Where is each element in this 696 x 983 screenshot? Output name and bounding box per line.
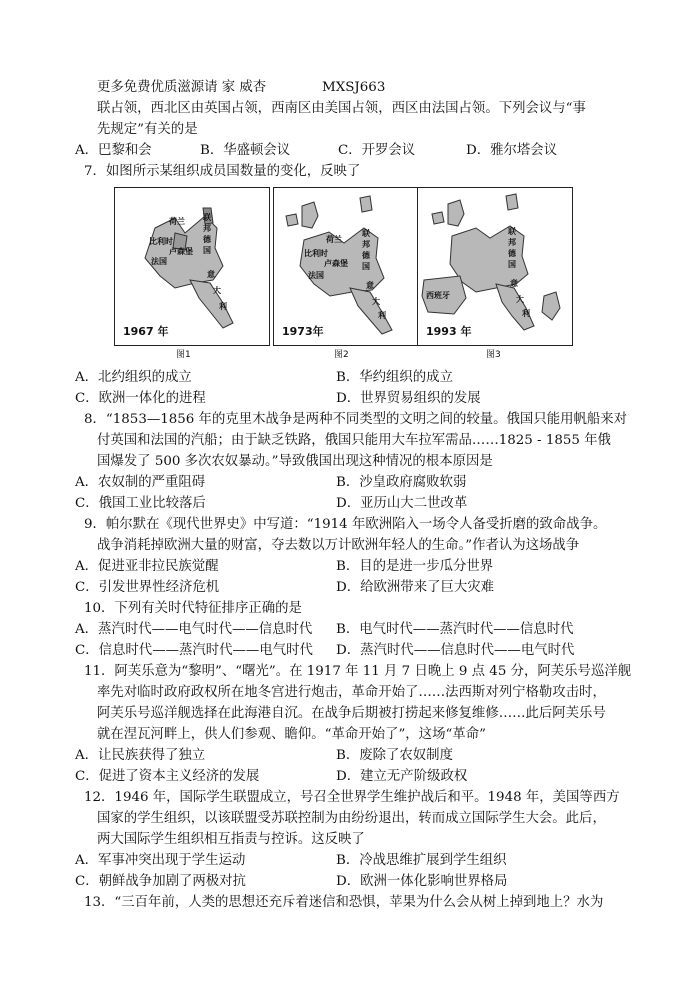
q9-line-2: 战争消耗掉欧洲大量的财富，夺去数以万计欧洲年轻人的生命。”作者认为这场战争 (97, 538, 580, 553)
q11-line-4: 就在涅瓦河畔上，供人们参观、瞻仰。“革命开始了”，这场“革命” (97, 727, 486, 742)
q11-option-a: A．让民族获得了独立 (75, 748, 206, 763)
map-1993-label-de2: 邦 (508, 238, 516, 247)
q12-option-b: B．冷战思维扩展到学生组织 (336, 853, 507, 868)
map-1973-label-luxembourg: 卢森堡 (324, 259, 348, 268)
map-1973-label-de4: 国 (362, 262, 370, 271)
q9-option-d: D．给欧洲带来了巨大灾难 (336, 580, 495, 595)
map-1973-year: 1973年 (282, 325, 324, 338)
q11-line-2: 率先对临时政府政权所在地冬宫进行炮击，革命开始了……法西斯对列宁格勒攻击时， (97, 685, 606, 700)
map-1967 (114, 187, 270, 346)
q11-line-3: 阿芙乐号巡洋舰选择在此海港自沉。在战争后期被打捞起来修复维修……此后阿芙乐号 (97, 706, 606, 721)
map-2-caption: 图2 (334, 350, 349, 360)
q10-stem: 10．下列有关时代特征排序正确的是 (84, 601, 302, 616)
q10-option-b: B．电气时代——蒸汽时代——信息时代 (336, 622, 574, 637)
map-1967-label-it3: 利 (219, 302, 227, 311)
q8-option-b: B．沙皇政府腐败软弱 (336, 475, 467, 490)
q12-line-3: 两大国际学生组织相互指责与控诉。这反映了 (97, 832, 365, 847)
q8-option-d: D．亚历山大二世改革 (336, 496, 468, 511)
map-1967-label-de2: 邦 (203, 224, 211, 233)
q6-line-2: 先规定”有关的是 (97, 122, 198, 137)
map-1973 (273, 187, 429, 346)
map-1993-label-it1: 意 (510, 279, 518, 288)
map-1967-label-de1: 联 (203, 213, 211, 222)
map-3-caption: 图3 (486, 350, 501, 360)
eec-maps-figure (114, 187, 582, 360)
map-1967-label-luxembourg: 卢森堡 (169, 247, 193, 256)
q7-option-a: A．北约组织的成立 (75, 370, 192, 385)
q6-option-a: A．巴黎和会 (75, 143, 152, 158)
map-1-caption: 图1 (176, 350, 191, 360)
map-1973-label-it2: 大 (372, 297, 380, 306)
q11-option-c: C．促进了资本主义经济的发展 (75, 769, 260, 784)
q8-option-c: C．俄国工业比较落后 (75, 496, 206, 511)
q6-line-1: 联占领，西北区由英国占领，西南区由美国占领，西区由法国占领。下列会议与“事 (97, 101, 586, 116)
q11-option-b: B．废除了农奴制度 (336, 748, 453, 763)
map-1973-label-it3: 利 (378, 311, 386, 320)
q11-option-d: D．建立无产阶级政权 (336, 769, 468, 784)
map-1967-label-de3: 德 (203, 235, 211, 244)
q10-option-a: A．蒸汽时代——电气时代——信息时代 (75, 622, 313, 637)
map-1993-label-spain: 西班牙 (426, 291, 450, 300)
q11-line-1: 11．阿芙乐意为“黎明”、“曙光”。在 1917 年 11 月 7 日晚上 9 点 45 分，阿芙乐号巡洋舰 (84, 664, 632, 679)
map-1993-year: 1993 年 (426, 325, 472, 338)
q12-option-c: C．朝鲜战争加剧了两极对抗 (75, 874, 246, 889)
q9-option-a: A．促进亚非拉民族觉醒 (75, 559, 219, 574)
q7-option-b: B．华约组织的成立 (336, 370, 453, 385)
map-1967-label-de4: 国 (203, 246, 211, 255)
map-1967-year: 1967 年 (123, 325, 169, 338)
map-1993-graphic (418, 188, 572, 345)
q9-option-c: C．引发世界性经济危机 (75, 580, 220, 595)
map-1973-label-de1: 联 (362, 229, 370, 238)
map-1967-label-it2: 大 (213, 286, 221, 295)
q6-option-b: B．华盛顿会议 (200, 143, 291, 158)
q12-option-d: D．欧洲一体化影响世界格局 (336, 874, 508, 889)
map-1993-label-de3: 德 (508, 249, 516, 258)
q12-line-2: 国家的学生组织，以该联盟受苏联控制为由纷纷退出，转而成立国际学生大会。此后， (97, 811, 606, 826)
map-1973-label-belgium: 比利时 (304, 249, 328, 258)
q8-option-a: A．农奴制的严重阻碍 (75, 475, 206, 490)
q10-option-c: C．信息时代——蒸汽时代——电气时代 (75, 643, 313, 658)
q7-stem: 7．如图所示某组织成员国数量的变化，反映了 (84, 164, 361, 179)
map-1967-label-it1: 意 (207, 270, 215, 279)
header-text: 更多免费优质滋源请 家 威杏 (97, 80, 267, 95)
q12-option-a: A．军事冲突出现于学生运动 (75, 853, 246, 868)
q9-line-1: 9．帕尔默在《现代世界史》中写道：“1914 年欧洲陷入一场令人备受折磨的致命战争。 (84, 517, 607, 532)
map-1967-graphic (115, 188, 269, 345)
map-1993-label-it3: 利 (522, 309, 530, 318)
q8-line-1: 8．“1853—1856 年的克里木战争是两种不同类型的文明之间的较量。俄国只能用帆船来对 (84, 412, 628, 427)
q10-option-d: D．蒸汽时代——信息时代——电气时代 (336, 643, 575, 658)
map-1973-label-it1: 意 (366, 281, 374, 290)
q13-line-1: 13．“三百年前，人类的思想还充斥着迷信和恐惧，苹果为什么会从树上掉到地上？水为 (84, 895, 604, 910)
q8-line-2: 付英国和法国的汽船；由于缺乏铁路，俄国只能用大车拉军需品……1825 - 1855 年俄 (97, 433, 611, 448)
map-1973-label-france: 法国 (308, 271, 324, 280)
q6-option-d: D．雅尔塔会议 (466, 143, 558, 158)
map-1993-label-de1: 联 (508, 227, 516, 236)
map-1973-label-netherlands: 荷兰 (326, 235, 342, 244)
q7-option-c: C．欧洲一体化的进程 (75, 391, 206, 406)
map-1967-label-france: 法国 (151, 257, 167, 266)
header-code: MXSJ663 (322, 80, 386, 95)
q6-option-c: C．开罗会议 (338, 143, 416, 158)
q12-line-1: 12．1946 年，国际学生联盟成立，号召全世界学生维护战后和平。1948 年，美国等西方 (84, 790, 620, 805)
map-1973-label-de3: 德 (362, 251, 370, 260)
q9-option-b: B．目的是进一步瓜分世界 (336, 559, 494, 574)
map-1973-label-de2: 邦 (362, 240, 370, 249)
map-1993-label-it2: 大 (516, 295, 524, 304)
q7-option-d: D．世界贸易组织的发展 (336, 391, 481, 406)
map-1967-label-netherlands: 荷兰 (169, 217, 185, 226)
q8-line-3: 国爆发了 500 多次农奴暴动。”导致俄国出现这种情况的根本原因是 (97, 454, 493, 469)
map-1993-label-de4: 国 (508, 260, 516, 269)
map-1993 (417, 187, 573, 346)
map-1973-graphic (274, 188, 428, 345)
map-1967-label-belgium: 比利时 (149, 237, 173, 246)
